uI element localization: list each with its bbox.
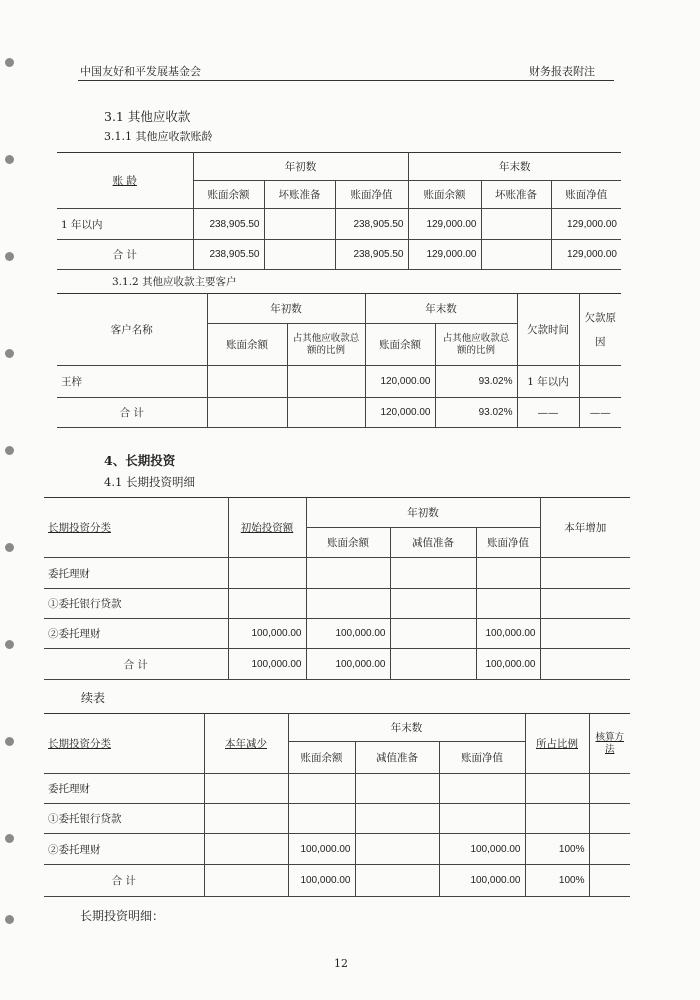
cell [306,558,390,589]
col-header-bad-debt: 坏账准备 [264,181,335,209]
header-org: 中国友好和平发展基金会 [80,65,201,78]
table-row [44,804,630,834]
header-rule [78,80,614,81]
row-label: ①委托银行贷款 [44,589,228,619]
punch-hole [5,58,14,67]
cell [481,240,551,270]
cell [204,834,288,865]
cell [540,558,630,589]
cell: 100,000.00 [306,619,390,649]
row-label: ②委托理财 [44,834,204,865]
cell [476,589,540,619]
col-header-initial: 初始投资额 [228,498,306,558]
col-header-ratio: 占其他应收款总额的比例 [435,324,517,366]
row-label: 合 计 [44,649,228,680]
cell: 1 年以内 [517,366,579,398]
cell [207,366,287,398]
cell [439,804,525,834]
col-header-net: 账面净值 [551,181,621,209]
cell [390,649,476,680]
col-header-ratio: 占其他应收款总额的比例 [287,324,365,366]
cell: 100,000.00 [476,649,540,680]
col-header-net: 账面净值 [476,528,540,558]
cell: 93.02% [435,366,517,398]
col-header-end: 年末数 [288,714,525,742]
cell [589,834,630,865]
cell [204,865,288,897]
punch-hole [5,834,14,843]
trailing-heading: 长期投资明细： [80,909,165,923]
cell: 129,000.00 [408,240,481,270]
cell [306,589,390,619]
cell: 238,905.50 [335,240,408,270]
cell: 129,000.00 [551,209,621,240]
cell: 120,000.00 [365,366,435,398]
col-header-begin: 年初数 [207,294,365,324]
cell: 129,000.00 [551,240,621,270]
row-label: 合 计 [57,240,193,270]
cell [579,366,621,398]
col-header-category: 长期投资分类 [44,714,204,774]
cell: 238,905.50 [193,209,264,240]
col-header-time: 欠款时间 [517,294,579,366]
row-label: 委托理财 [44,774,204,804]
cell [390,619,476,649]
table-row [44,649,630,680]
receivables-aging-table [57,152,621,270]
col-header-end: 年末数 [365,294,517,324]
cell [589,865,630,897]
col-header-balance: 账面余额 [365,324,435,366]
cell: 100,000.00 [306,649,390,680]
cell [228,558,306,589]
subsection-title: 3.1.2 其他应收款主要客户 [112,276,237,288]
cell [481,209,551,240]
table-row [44,619,630,649]
cell [525,774,589,804]
punch-hole [5,252,14,261]
punch-hole [5,543,14,552]
punch-hole [5,915,14,924]
cell [288,774,355,804]
cell [540,649,630,680]
cell [439,774,525,804]
table-row [57,398,621,428]
cell [264,240,335,270]
cell: 100,000.00 [476,619,540,649]
cell [355,865,439,897]
cell [390,558,476,589]
col-header-net: 账面净值 [335,181,408,209]
row-label: 合 计 [44,865,204,897]
col-header-begin: 年初数 [306,498,540,528]
table-row [44,558,630,589]
cell: 100% [525,865,589,897]
cell: 100,000.00 [228,619,306,649]
cell: 93.02% [435,398,517,428]
table-row [44,774,630,804]
row-label: 委托理财 [44,558,228,589]
table-row [44,589,630,619]
cell [204,804,288,834]
col-header-category: 长期投资分类 [44,498,228,558]
col-header-balance: 账面余额 [207,324,287,366]
col-header-impairment: 减值准备 [355,742,439,774]
cell: 238,905.50 [335,209,408,240]
cell [355,774,439,804]
cell [207,398,287,428]
cell: 100% [525,834,589,865]
punch-hole [5,737,14,746]
section-title: 4、长期投资 [104,453,176,468]
punch-hole [5,349,14,358]
col-header-end: 年末数 [408,153,621,181]
page-number: 12 [334,957,348,970]
cell [355,834,439,865]
cell [287,398,365,428]
col-header-decrease: 本年减少 [204,714,288,774]
row-label: 1 年以内 [57,209,193,240]
header-doc-title: 财务报表附注 [529,65,595,78]
col-header-customer: 客户名称 [57,294,207,366]
col-header-bad-debt: 坏账准备 [481,181,551,209]
col-header-begin: 年初数 [193,153,408,181]
row-label: ②委托理财 [44,619,228,649]
long-term-investment-table [44,497,630,680]
col-header-balance: 账面余额 [306,528,390,558]
cell [476,558,540,589]
table-row [57,240,621,270]
col-header-percent: 所占比例 [525,714,589,774]
row-label: ①委托银行贷款 [44,804,204,834]
col-header-balance: 账面余额 [193,181,264,209]
table-row [57,366,621,398]
subsection-title: 3.1.1 其他应收款账龄 [104,130,213,143]
cell: 100,000.00 [439,865,525,897]
cell [287,366,365,398]
cell [589,804,630,834]
col-header-reason: 欠款原因 [579,294,621,366]
cell: 238,905.50 [193,240,264,270]
col-header-balance: 账面余额 [408,181,481,209]
cell: 100,000.00 [288,834,355,865]
punch-hole [5,640,14,649]
cell [355,804,439,834]
cell [288,804,355,834]
cell: 120,000.00 [365,398,435,428]
cell [589,774,630,804]
cell [525,804,589,834]
punch-hole [5,155,14,164]
cell: —— [579,398,621,428]
col-header-impairment: 减值准备 [390,528,476,558]
long-term-investment-continued-table [44,713,630,897]
punch-hole [5,446,14,455]
table-row [57,209,621,240]
cell: 129,000.00 [408,209,481,240]
col-header-balance: 账面余额 [288,742,355,774]
cell: 100,000.00 [288,865,355,897]
cell: 100,000.00 [439,834,525,865]
cell: 100,000.00 [228,649,306,680]
cell [390,589,476,619]
col-header-net: 账面净值 [439,742,525,774]
table-row [44,834,630,865]
major-customers-table [57,293,621,428]
cell [264,209,335,240]
section-title: 3.1 其他应收款 [104,109,191,124]
continued-label: 续表 [81,691,106,705]
col-header-method: 核算方法 [589,714,630,774]
subsection-title: 4.1 长期投资明细 [104,475,195,489]
col-header-increase: 本年增加 [540,498,630,558]
col-header-aging: 账 龄 [57,153,193,209]
cell [540,589,630,619]
table-row [44,865,630,897]
cell [228,589,306,619]
row-label: 王梓 [57,366,207,398]
cell [204,774,288,804]
cell: —— [517,398,579,428]
row-label: 合 计 [57,398,207,428]
cell [540,619,630,649]
